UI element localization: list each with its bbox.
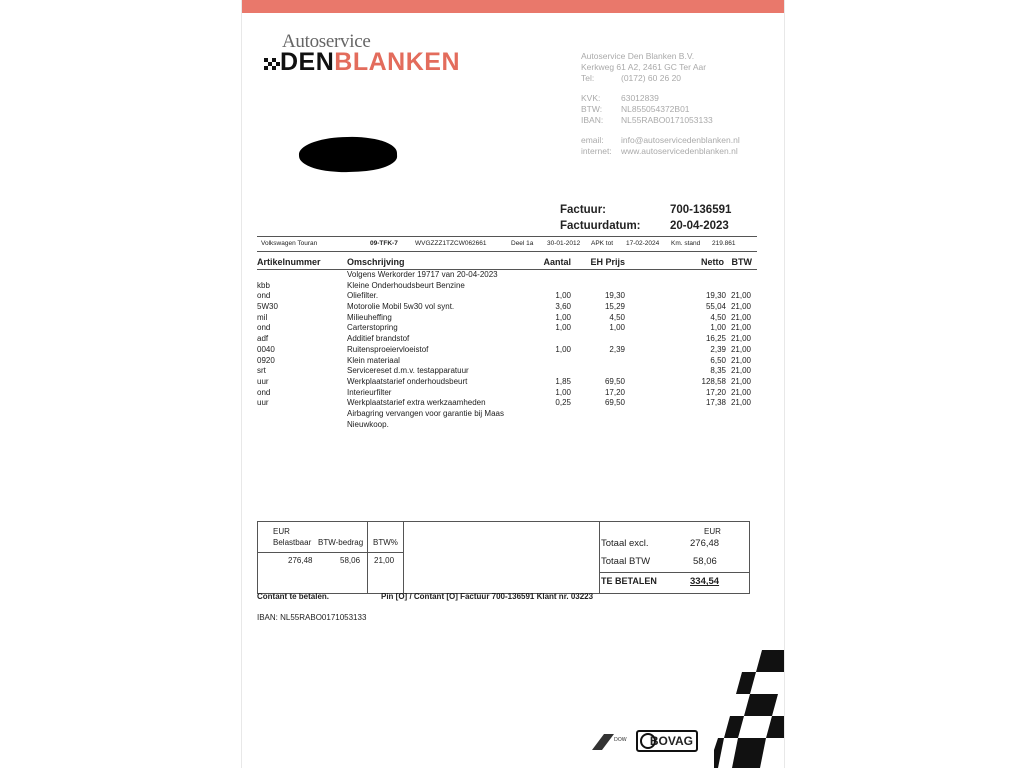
km-value: 219.861 [712, 240, 736, 247]
header-artikelnummer: Artikelnummer [257, 257, 321, 267]
cell-eh: 2,39 [609, 344, 625, 354]
table-row [257, 281, 757, 292]
cell-eh: 4,50 [609, 312, 625, 322]
cell-btw: 21,00 [730, 291, 751, 301]
cell-btw: 21,00 [730, 398, 751, 408]
cell-art: srt [257, 366, 266, 376]
te-betalen-value: 334,54 [690, 576, 720, 587]
cell-btw: 21,00 [730, 366, 751, 376]
table-row [257, 409, 757, 420]
apk-date: 17-02-2024 [626, 240, 660, 247]
bovag-seal-icon [640, 733, 656, 749]
btw-value: NL855054372B01 [621, 104, 690, 114]
cell-aantal: 3,60 [555, 302, 571, 312]
iban-label: IBAN: [581, 115, 604, 125]
cell-netto: 17,38 [705, 398, 726, 408]
totals-divider [258, 552, 403, 553]
table-row [257, 388, 757, 399]
tel-label: Tel: [581, 73, 595, 83]
cell-netto: 1,00 [710, 323, 726, 333]
table-row [257, 377, 757, 388]
logo-denblanken [280, 48, 460, 77]
header-ehprijs: EH Prijs [590, 257, 625, 267]
table-row [257, 345, 757, 356]
cell-oms: Werkplaatstarief onderhoudsbeurt [347, 376, 468, 386]
cell-btw: 21,00 [730, 376, 751, 386]
header-aantal: Aantal [543, 257, 571, 267]
header-btw: BTW [731, 257, 752, 267]
cell-oms: Additief brandstof [347, 334, 410, 344]
factuur-number: 700-136591 [670, 204, 732, 216]
table-row [257, 356, 757, 367]
logo-blanken: BLANKEN [334, 48, 461, 76]
footer-iban: IBAN: NL55RABO0171053133 [257, 613, 367, 622]
belastbaar-label: Belastbaar [273, 538, 312, 547]
cell-aantal: 1,85 [555, 376, 571, 386]
cell-aantal: 1,00 [555, 387, 571, 397]
cell-art: ond [257, 323, 271, 333]
kvk-label: KVK: [581, 93, 601, 103]
invoice-lines [257, 270, 757, 430]
excl-label: Totaal excl. [601, 538, 649, 549]
table-row [257, 420, 757, 431]
cell-oms: Airbagring vervangen voor garantie bij Maas [347, 408, 504, 418]
dow-label: DOW [614, 737, 627, 743]
deel-label: Deel 1a [511, 240, 534, 247]
belastbaar-value: 276,48 [288, 556, 313, 565]
cell-art: 0920 [257, 355, 275, 365]
totals-box [257, 521, 750, 594]
kvk-value: 63012839 [621, 93, 659, 103]
table-row [257, 270, 757, 281]
cell-eh: 69,50 [604, 398, 625, 408]
table-row [257, 366, 757, 377]
logo-autoservice: Autoservice [282, 31, 371, 52]
email-label: email: [581, 135, 604, 145]
table-row [257, 398, 757, 409]
excl-value: 276,48 [690, 538, 720, 549]
cell-aantal: 1,00 [555, 323, 571, 333]
cell-aantal: 1,00 [555, 312, 571, 322]
vat-percent [368, 522, 404, 593]
cell-eh: 1,00 [609, 323, 625, 333]
km-label: Km. stand [671, 240, 701, 247]
cell-art: kbb [257, 280, 270, 290]
cell-btw: 21,00 [730, 387, 751, 397]
cell-oms: Servicereset d.m.v. testapparatuur [347, 366, 469, 376]
table-row [257, 302, 757, 313]
table-header [257, 257, 757, 270]
header-netto: Netto [701, 257, 724, 267]
vat-breakdown [258, 522, 368, 593]
cell-aantal: 0,25 [555, 398, 571, 408]
cell-eh: 15,29 [604, 302, 625, 312]
eur-label-left: EUR [273, 527, 290, 536]
cell-eh: 69,50 [604, 376, 625, 386]
cell-art: ond [257, 291, 271, 301]
cell-btw: 21,00 [730, 355, 751, 365]
cell-btw: 21,00 [730, 334, 751, 344]
invoice-meta [560, 202, 731, 234]
cell-art: mil [257, 312, 268, 322]
cell-netto: 16,25 [705, 334, 726, 344]
cell-oms: Werkplaatstarief extra werkzaamheden [347, 398, 486, 408]
email-value: info@autoservicedenblanken.nl [621, 135, 740, 145]
vehicle-strip [257, 236, 757, 252]
cell-netto: 55,04 [705, 302, 726, 312]
header-omschrijving: Omschrijving [347, 257, 405, 267]
cell-art: ond [257, 387, 271, 397]
factuurdatum-value: 20-04-2023 [670, 220, 729, 232]
cell-btw: 21,00 [730, 302, 751, 312]
totaal-btw-value: 58,06 [693, 556, 717, 567]
cell-netto: 4,50 [710, 312, 726, 322]
totals-blank [404, 522, 600, 593]
cell-netto: 2,39 [710, 344, 726, 354]
redacted-address [298, 135, 397, 173]
cell-art: adf [257, 334, 269, 344]
bovag-badge [636, 730, 698, 752]
table-row [257, 291, 757, 302]
tel-value: (0172) 60 26 20 [621, 73, 682, 83]
cell-oms: Kleine Onderhoudsbeurt Benzine [347, 280, 465, 290]
cell-art: 0040 [257, 344, 275, 354]
cell-aantal: 1,00 [555, 344, 571, 354]
grand-divider-top [600, 572, 749, 573]
cell-netto: 6,50 [710, 355, 726, 365]
invoice-page [241, 0, 785, 768]
company-street: Kerkweg 61 A2, 2461 GC Ter Aar [581, 62, 707, 72]
cell-art: 5W30 [257, 302, 278, 312]
cell-eh: 17,20 [604, 387, 625, 397]
cell-aantal: 1,00 [555, 291, 571, 301]
totaal-btw-label: Totaal BTW [601, 556, 651, 567]
cell-oms: Interieurfilter [347, 387, 392, 397]
vehicle-plate: 09-TFK-7 [370, 240, 398, 247]
logo-den: DEN [280, 48, 335, 76]
btwpct-value: 21,00 [374, 556, 395, 565]
dow-badge-icon [592, 730, 630, 752]
cell-art: uur [257, 376, 269, 386]
cell-oms: Milieuheffing [347, 312, 392, 322]
te-betalen-label: TE BETALEN [601, 576, 657, 586]
top-accent-bar [242, 0, 784, 13]
company-info [581, 51, 740, 157]
payment-left: Contant te betalen. [257, 592, 330, 601]
grand-totals [600, 522, 749, 593]
vehicle-model: Volkswagen Touran [261, 240, 318, 247]
cell-btw: 21,00 [730, 312, 751, 322]
vehicle-vin: WVGZZZ1TZCW062661 [415, 240, 487, 247]
cell-oms: Nieuwkoop. [347, 419, 389, 429]
cell-oms: Klein materiaal [347, 355, 400, 365]
deel-date: 30-01-2012 [547, 240, 581, 247]
eur-label-right: EUR [704, 527, 721, 536]
payment-right: Pin [O] / Contant [O] Factuur 700-136591 Klant nr. 03223 [381, 592, 594, 601]
cell-eh: 19,30 [604, 291, 625, 301]
bovag-label: BOVAG [649, 734, 693, 748]
factuurdatum-label: Factuurdatum: [560, 220, 641, 232]
checkered-corner-graphic [714, 650, 784, 768]
cell-oms: Carterstopring [347, 323, 398, 333]
cell-oms: Volgens Werkorder 19717 van 20-04-2023 [347, 270, 498, 279]
cell-btw: 21,00 [730, 344, 751, 354]
table-row [257, 313, 757, 324]
cell-art: uur [257, 398, 269, 408]
table-row [257, 323, 757, 334]
btwbedrag-value: 58,06 [340, 556, 361, 565]
factuur-label: Factuur: [560, 204, 606, 216]
iban-value: NL55RABO0171053133 [621, 115, 713, 125]
cell-oms: Ruitensproeiervloeistof [347, 344, 429, 354]
btwbedrag-label: BTW-bedrag [318, 538, 364, 547]
cell-netto: 8,35 [710, 366, 726, 376]
table-row [257, 334, 757, 345]
internet-label: internet: [581, 146, 612, 156]
cell-netto: 128,58 [701, 376, 726, 386]
cell-netto: 17,20 [705, 387, 726, 397]
cell-oms: Oliefilter. [347, 291, 379, 301]
btwpct-label: BTW% [373, 538, 398, 547]
cell-netto: 19,30 [705, 291, 726, 301]
btw-label: BTW: [581, 104, 603, 114]
internet-value: www.autoservicedenblanken.nl [621, 146, 738, 156]
apk-label: APK tot [591, 240, 614, 247]
company-name: Autoservice Den Blanken B.V. [581, 51, 695, 61]
cell-oms: Motorolie Mobil 5w30 vol synt. [347, 302, 455, 312]
cell-btw: 21,00 [730, 323, 751, 333]
